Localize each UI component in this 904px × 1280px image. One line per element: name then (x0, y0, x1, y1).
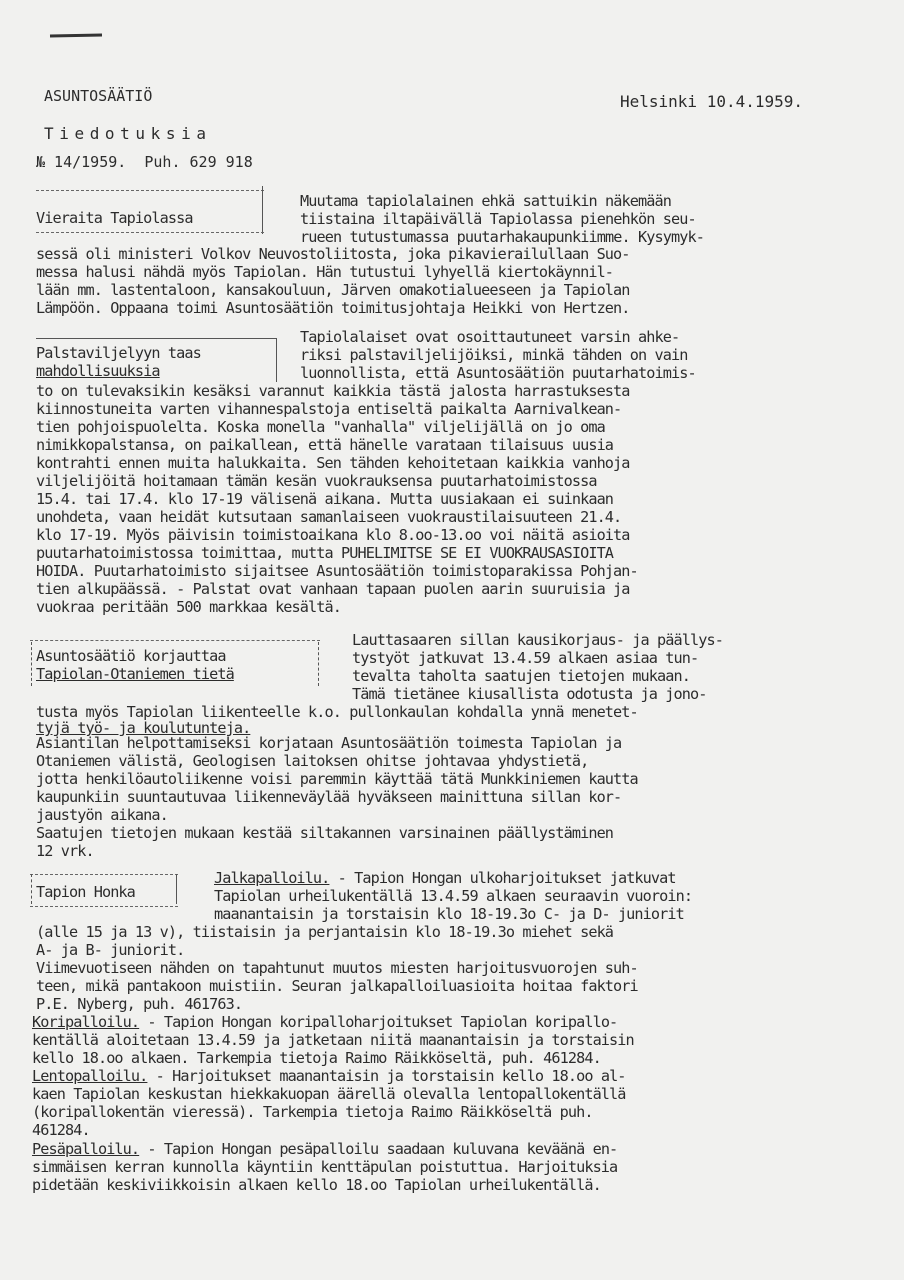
jalka-line: A- ja B- juniorit. (36, 941, 185, 959)
pesa-title: Pesäpalloilu. (32, 1140, 140, 1158)
palsta-line: riksi palstaviljelijöiksi, minkä tähden on vain (300, 346, 688, 364)
vieraita-line: Lämpöön. Oppaana toimi Asuntosäätiön toimitusjohtaja Heikki von Hertzen. (36, 299, 630, 317)
jalka-line: maanantaisin ja torstaisin klo 18-19.3o C- ja D- juniorit (214, 905, 684, 923)
lento-line: - Harjoitukset maanantaisin ja torstaisin kello 18.oo al- (147, 1067, 626, 1085)
label-box-side (31, 874, 32, 904)
palsta-line: tien pohjoispuolelta. Koska monella "vanhalla" viljelijällä on jo oma (36, 418, 605, 436)
kori-first-line (32, 1014, 617, 1031)
series-title: Tiedotuksia (44, 124, 212, 143)
section-label-palsta: Palstaviljelyyn taas (36, 344, 201, 362)
jalka-line: Viimevuotiseen nähden on tapahtunut muutos miesten harjoitusvuorojen suh- (36, 959, 638, 977)
tie-line: jotta henkilöautoliikenne voisi paremmin käyttää tätä Munkkiniemen kautta (36, 770, 638, 788)
tie-line: 12 vrk. (36, 842, 94, 860)
label-box-side (31, 642, 32, 686)
lento-first-line (32, 1068, 626, 1085)
tie-line: Asiantilan helpottamiseksi korjataan Asuntosäätiön toimesta Tapiolan ja (36, 734, 622, 752)
pesa-line: pidetään keskiviikkoisin alkaen kello 18.oo Tapiolan urheilukentällä. (32, 1176, 601, 1194)
section-label-tie: Tapiolan-Otaniemen tietä (36, 665, 234, 683)
tie-line: Otaniemen välistä, Geologisen laitoksen ohitse johtavaa yhdystietä, (36, 752, 589, 770)
tie-line: Tämä tietänee kiusallista odotusta ja jono- (352, 685, 707, 703)
palsta-line: kiinnostuneita varten vihannespalstoja entiseltä paikalta Aarnivalkean- (36, 400, 622, 418)
vieraita-line: lään mm. lastentaloon, kansakouluun, Järven omakotialueeseen ja Tapiolan (36, 281, 630, 299)
document-date: Helsinki 10.4.1959. (620, 92, 804, 111)
tie-line: kaupunkiin suuntautuvaa liikenneväylää hyväkseen mainittuna sillan kor- (36, 788, 622, 806)
palsta-line: nimikkopalstansa, on paikallean, että hänelle varataan tilaisuus uusia (36, 436, 614, 454)
vieraita-line: tiistaina iltapäivällä Tapiolassa pienehkön seu- (300, 210, 696, 228)
palsta-line: to on tulevaksikin kesäksi varannut kaikkia tästä jalosta harrastuksesta (36, 382, 630, 400)
tie-line: jaustyön aikana. (36, 806, 168, 824)
palsta-line: viljelijöitä hoitamaan tämän kesän vuokrauksensa puutarhatoimistossa (36, 472, 597, 490)
label-box-side (318, 642, 319, 686)
palsta-line: puutarhatoimistossa toimittaa, mutta PUHELIMITSE SE EI VUOKRAUSASIOITA (36, 544, 614, 562)
label-box-side (176, 874, 177, 904)
kori-line: - Tapion Hongan koripalloharjoitukset Tapiolan koripallo- (139, 1013, 618, 1031)
label-box-bottom (36, 232, 264, 233)
section-label-tie: Asuntosäätiö korjauttaa (36, 647, 226, 665)
label-box-top (30, 640, 320, 641)
jalka-line: teen, mikä pantakoon muistiin. Seuran jalkapalloiluasioita hoitaa faktori (36, 977, 638, 995)
section-label-palsta: mahdollisuuksia (36, 362, 160, 380)
kori-line: kentällä aloitetaan 13.4.59 ja jatketaan niitä maanantaisin ja torstaisin (32, 1031, 634, 1049)
tie-line: tyjä työ- ja koulutunteja. (36, 719, 251, 737)
label-box-top (36, 338, 276, 339)
section-label-honka: Tapion Honka (36, 883, 135, 901)
palsta-line: 15.4. tai 17.4. klo 17-19 välisenä aikana. Mutta uusiakaan ei suinkaan (36, 490, 614, 508)
tie-line: Saatujen tietojen mukaan kestää siltakannen varsinainen päällystäminen (36, 824, 614, 842)
jalka-line: Tapiolan urheilukentällä 13.4.59 alkaen seuraavin vuoroin: (214, 887, 693, 905)
tie-line: tusta myös Tapiolan liikenteelle k.o. pullonkaulan kohdalla ynnä menetet- (36, 703, 638, 721)
jalka-title: Jalkapalloilu. (214, 869, 330, 887)
pesa-first-line (32, 1141, 617, 1158)
jalka-first-line (214, 870, 676, 887)
tie-line: tystyöt jatkuvat 13.4.59 alkaen asiaa tun- (352, 649, 699, 667)
palsta-line: tien alkupäässä. - Palstat ovat vanhaan tapaan puolen aarin suuruisia ja (36, 580, 630, 598)
pen-mark (50, 34, 102, 38)
vieraita-line: rueen tutustumassa puutarhakaupunkiimme. Kysymyk- (300, 228, 704, 246)
kori-title: Koripalloilu. (32, 1013, 140, 1031)
pesa-line: simmäisen kerran kunnolla käyntiin kenttäpulan poistuttua. Harjoituksia (32, 1158, 618, 1176)
palsta-line: vuokraa peritään 500 markkaa kesältä. (36, 598, 342, 616)
vieraita-line: Muutama tapiolalainen ehkä sattuikin näkemään (300, 192, 671, 210)
lento-line: kaen Tapiolan keskustan hiekkakuopan äärellä olevalla lentopallokentällä (32, 1085, 626, 1103)
vieraita-line: sessä oli ministeri Volkov Neuvostoliitosta, joka pikavierailullaan Suo- (36, 245, 630, 263)
section-label-vieraita: Vieraita Tapiolassa (36, 209, 193, 227)
vieraita-line: messa halusi nähdä myös Tapiolan. Hän tutustui lyhyellä kiertokäynnil- (36, 263, 614, 281)
label-box-side (276, 338, 277, 382)
palsta-line: kontrahti ennen muita halukkaita. Sen tähden kehoitetaan kaikkia vanhoja (36, 454, 630, 472)
lento-title: Lentopalloilu. (32, 1067, 148, 1085)
label-box-side (262, 186, 263, 234)
issue-number: № 14/1959. Puh. 629 918 (36, 153, 253, 171)
jalka-line: P.E. Nyberg, puh. 461763. (36, 995, 243, 1013)
lento-line: (koripallokentän vieressä). Tarkempia tietoja Raimo Räikköseltä puh. (32, 1103, 593, 1121)
kori-line: kello 18.oo alkaen. Tarkempia tietoja Raimo Räikköseltä, puh. 461284. (32, 1049, 601, 1067)
pesa-line: - Tapion Hongan pesäpalloilu saadaan kuluvana keväänä en- (139, 1140, 618, 1158)
org-name: ASUNTOSÄÄTIÖ (44, 87, 153, 105)
lento-line: 461284. (32, 1121, 90, 1139)
tie-line: tevalta taholta saatujen tietojen mukaan. (352, 667, 690, 685)
tie-line: Lauttasaaren sillan kausikorjaus- ja päällys- (352, 631, 723, 649)
palsta-line: HOIDA. Puutarhatoimisto sijaitsee Asuntosäätiön toimistoparakissa Pohjan- (36, 562, 638, 580)
palsta-line: luonnollista, että Asuntosäätiön puutarhatoimis- (300, 364, 696, 382)
palsta-line: Tapiolalaiset ovat osoittautuneet varsin ahke- (300, 328, 680, 346)
label-box-top (30, 874, 178, 875)
jalka-line: - Tapion Hongan ulkoharjoitukset jatkuvat (329, 869, 676, 887)
label-box-bottom (30, 906, 178, 907)
palsta-line: unohdeta, vaan heidät kutsutaan samanlaiseen vuokraustilaisuuteen 21.4. (36, 508, 622, 526)
palsta-line: klo 17-19. Myös päivisin toimistoaikana klo 8.oo-13.oo voi näitä asioita (36, 526, 630, 544)
jalka-line: (alle 15 ja 13 v), tiistaisin ja perjantaisin klo 18-19.3o miehet sekä (36, 923, 614, 941)
label-box-top (36, 190, 264, 191)
